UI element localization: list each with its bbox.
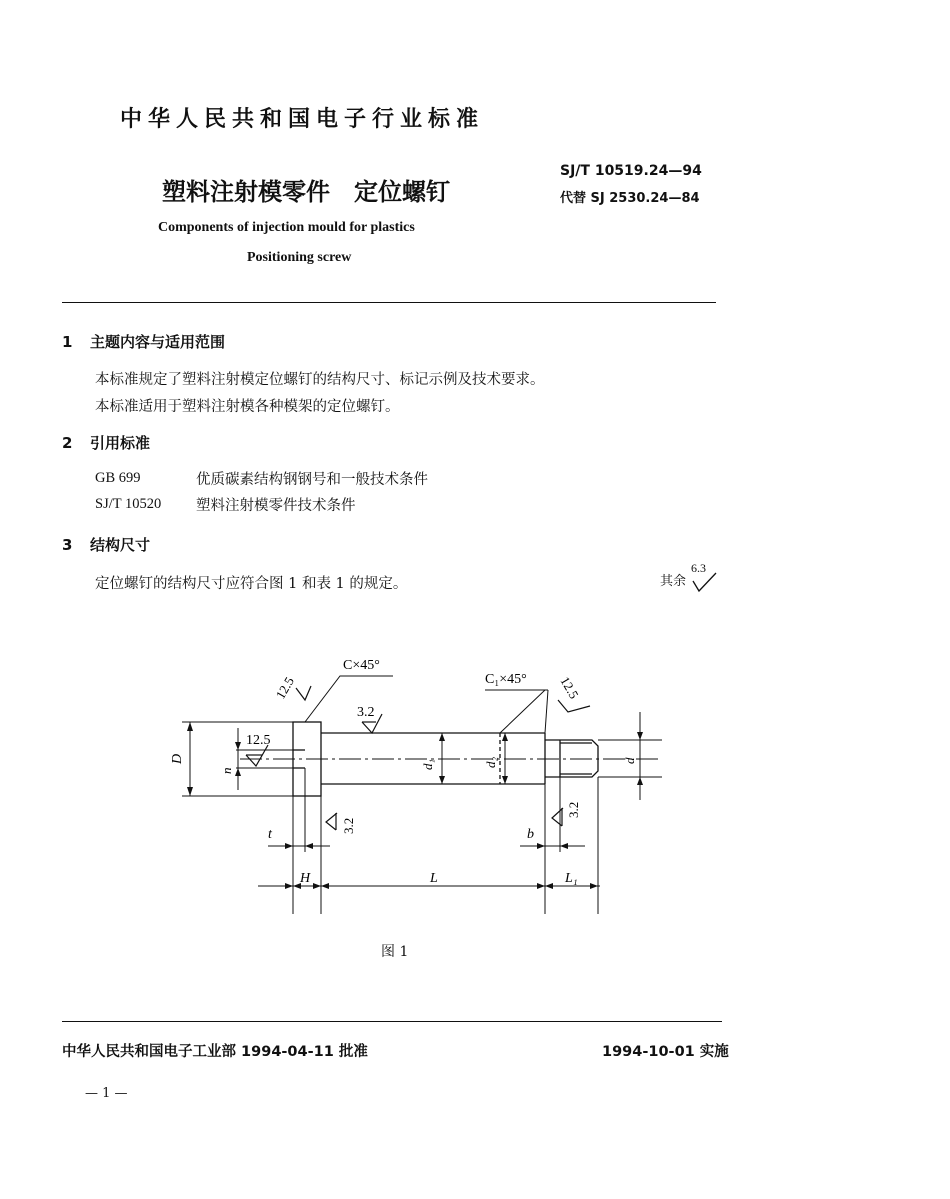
reference-code: GB 699 (95, 470, 141, 486)
roughness-symbol-icon (690, 572, 720, 594)
issuing-organization: 中华人民共和国电子行业标准 (120, 107, 485, 132)
standard-number: SJ/T 10519.24—94 (560, 163, 702, 179)
page-number: — 1 — (85, 1086, 128, 1101)
dimension-L1-label: L₁ (565, 871, 578, 886)
section-2-number: 2 (62, 434, 73, 452)
reference-code: SJ/T 10520 (95, 496, 162, 512)
section-1-heading (62, 331, 225, 352)
roughness-label-shoulder: 3.2 (566, 801, 581, 818)
figure-1-drawing (0, 640, 950, 940)
document-title-en-line2: Positioning screw (247, 250, 352, 265)
dimension-L-label: L (430, 871, 438, 886)
roughness-label-shank: 3.2 (357, 705, 375, 720)
document-title-cn: 塑料注射模零件 定位螺钉 (162, 178, 450, 206)
approval-statement: 中华人民共和国电子工业部 1994-04-11 批准 (62, 1044, 368, 1060)
chamfer-label: C×45° (343, 658, 380, 673)
roughness-label-thread: 12.5 (557, 674, 582, 702)
figure-caption: 图 1 (381, 944, 409, 960)
section-3-heading (62, 534, 150, 555)
roughness-label-head: 12.5 (272, 674, 297, 702)
replaces-standard: 代替 SJ 2530.24—84 (560, 191, 700, 206)
section-2-heading (62, 432, 150, 453)
dimension-lines (182, 676, 662, 914)
roughness-label-slot: 12.5 (246, 733, 271, 748)
dimension-d1-label: d₁ (420, 758, 435, 770)
dimension-b-label: b (527, 827, 534, 842)
section-1-title: 主题内容与适用范围 (90, 333, 226, 351)
section-2-title: 引用标准 (90, 434, 151, 452)
reference-title: 优质碳素结构钢钢号和一般技术条件 (196, 472, 428, 488)
chamfer1-label: C₁×45° (485, 672, 527, 687)
dimension-d-label: d (622, 757, 637, 764)
dimension-d2-label: d₂ (483, 756, 498, 768)
surface-roughness-rest-value: 6.3 (691, 561, 706, 575)
dimension-n-label: n (219, 767, 234, 774)
header-divider (62, 302, 716, 303)
section-1-paragraph-2: 本标准适用于塑料注射模各种模架的定位螺钉。 (95, 399, 400, 415)
effective-date: 1994-10-01 实施 (602, 1044, 729, 1060)
document-title-en-line1: Components of injection mould for plastics (158, 220, 415, 235)
surface-roughness-rest-label: 其余 (660, 574, 687, 589)
section-1-paragraph-1: 本标准规定了塑料注射模定位螺钉的结构尺寸、标记示例及技术要求。 (95, 372, 545, 388)
reference-title: 塑料注射模零件技术条件 (196, 498, 356, 514)
dimension-D-label: D (170, 753, 185, 764)
section-1-number: 1 (62, 333, 73, 351)
roughness-label-head-face: 3.2 (341, 817, 356, 834)
section-3-paragraph-1: 定位螺钉的结构尺寸应符合图 1 和表 1 的规定。 (95, 576, 408, 592)
roughness-symbols (246, 686, 590, 830)
section-3-number: 3 (62, 536, 73, 554)
dimension-H-label: H (300, 871, 311, 886)
dimension-t-label: t (268, 827, 272, 842)
footer-divider (62, 1021, 722, 1022)
section-3-title: 结构尺寸 (90, 536, 151, 554)
